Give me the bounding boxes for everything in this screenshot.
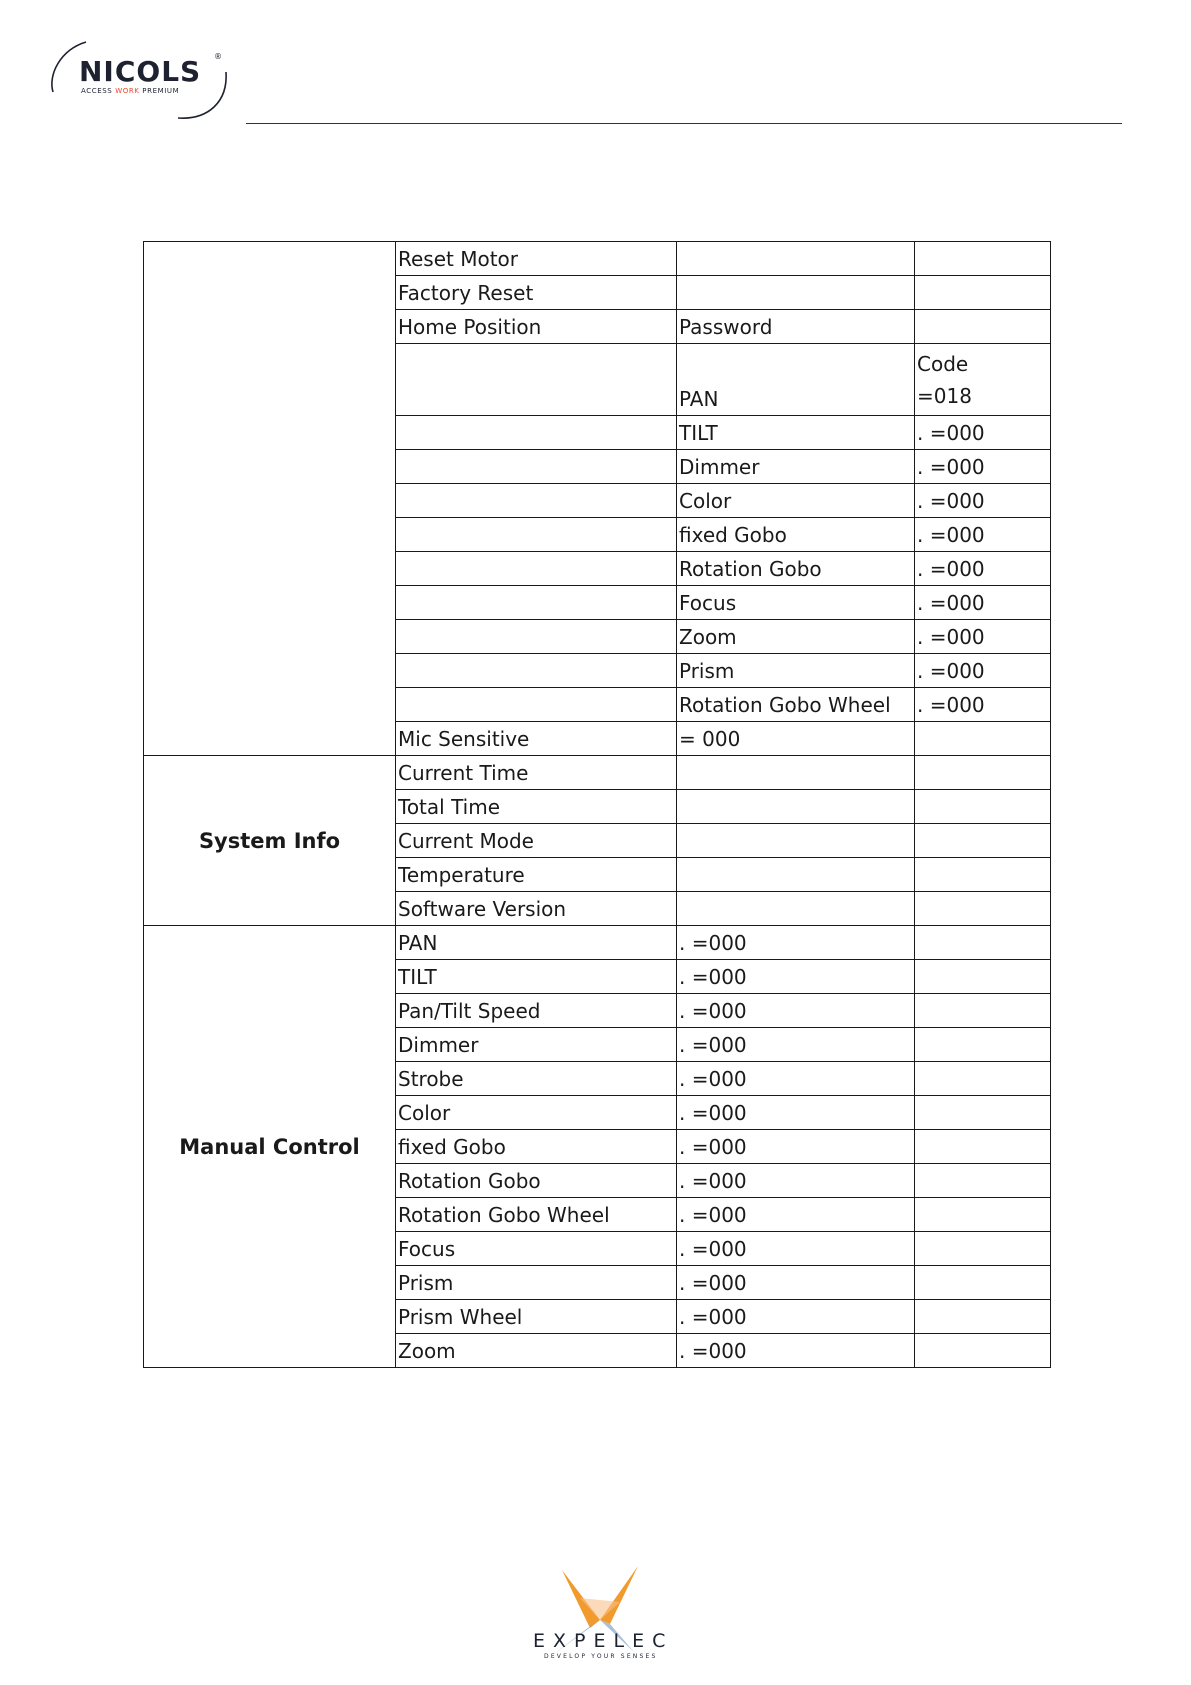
item-cell: Prism Wheel bbox=[396, 1300, 677, 1334]
item-cell: PAN bbox=[396, 926, 677, 960]
item-cell: Dimmer bbox=[396, 1028, 677, 1062]
extra-cell: . =000 bbox=[915, 518, 1051, 552]
item-cell: Strobe bbox=[396, 1062, 677, 1096]
extra-cell bbox=[915, 722, 1051, 756]
value-cell: . =000 bbox=[677, 960, 915, 994]
item-cell: Zoom bbox=[396, 1334, 677, 1368]
group-label-system-info: System Info bbox=[144, 756, 396, 926]
value-cell: = 000 bbox=[677, 722, 915, 756]
value-cell bbox=[677, 892, 915, 926]
item-cell: Software Version bbox=[396, 892, 677, 926]
extra-cell: . =000 bbox=[915, 450, 1051, 484]
item-cell: Current Mode bbox=[396, 824, 677, 858]
item-cell bbox=[396, 450, 677, 484]
extra-cell bbox=[915, 1300, 1051, 1334]
value-cell: . =000 bbox=[677, 1062, 915, 1096]
group-label-manual-control: Manual Control bbox=[144, 926, 396, 1368]
value-cell: . =000 bbox=[677, 1334, 915, 1368]
extra-cell bbox=[915, 756, 1051, 790]
extra-cell bbox=[915, 1164, 1051, 1198]
value-cell: Rotation Gobo Wheel bbox=[677, 688, 915, 722]
menu-structure-table bbox=[143, 241, 1051, 1368]
group-cell-blank bbox=[144, 242, 396, 756]
header-divider bbox=[246, 123, 1122, 124]
value-cell: . =000 bbox=[677, 1300, 915, 1334]
value-cell: fixed Gobo bbox=[677, 518, 915, 552]
extra-cell bbox=[915, 926, 1051, 960]
code-cell bbox=[915, 344, 1051, 416]
table-row bbox=[144, 242, 1051, 276]
extra-cell: . =000 bbox=[915, 654, 1051, 688]
extra-cell bbox=[915, 824, 1051, 858]
extra-cell bbox=[915, 1130, 1051, 1164]
extra-cell: . =000 bbox=[915, 586, 1051, 620]
table-row bbox=[144, 756, 1051, 790]
item-cell bbox=[396, 586, 677, 620]
extra-cell bbox=[915, 310, 1051, 344]
item-cell bbox=[396, 344, 677, 416]
extra-cell bbox=[915, 276, 1051, 310]
value-cell: . =000 bbox=[677, 1198, 915, 1232]
extra-cell: . =000 bbox=[915, 416, 1051, 450]
extra-cell bbox=[915, 1232, 1051, 1266]
expelec-logo-name: EXPELEC bbox=[533, 1630, 674, 1652]
value-cell: . =000 bbox=[677, 1164, 915, 1198]
value-cell: Prism bbox=[677, 654, 915, 688]
value-cell: . =000 bbox=[677, 1130, 915, 1164]
item-cell: Color bbox=[396, 1096, 677, 1130]
value-cell bbox=[677, 824, 915, 858]
item-cell: Reset Motor bbox=[396, 242, 677, 276]
value-cell: Focus bbox=[677, 586, 915, 620]
extra-cell: . =000 bbox=[915, 552, 1051, 586]
extra-cell bbox=[915, 1096, 1051, 1130]
value-cell: . =000 bbox=[677, 994, 915, 1028]
item-cell bbox=[396, 484, 677, 518]
extra-cell bbox=[915, 1266, 1051, 1300]
value-cell bbox=[677, 858, 915, 892]
value-cell: . =000 bbox=[677, 1266, 915, 1300]
item-cell: Home Position bbox=[396, 310, 677, 344]
extra-cell: . =000 bbox=[915, 484, 1051, 518]
registered-mark: ® bbox=[214, 52, 222, 61]
extra-cell bbox=[915, 1198, 1051, 1232]
value-cell bbox=[677, 756, 915, 790]
item-cell bbox=[396, 620, 677, 654]
page-header bbox=[0, 0, 1191, 140]
item-cell: Prism bbox=[396, 1266, 677, 1300]
item-cell bbox=[396, 518, 677, 552]
item-cell: Mic Sensitive bbox=[396, 722, 677, 756]
value-cell bbox=[677, 790, 915, 824]
value-cell: Color bbox=[677, 484, 915, 518]
item-cell: Temperature bbox=[396, 858, 677, 892]
value-cell: . =000 bbox=[677, 1096, 915, 1130]
item-cell: Total Time bbox=[396, 790, 677, 824]
value-cell: . =000 bbox=[677, 1232, 915, 1266]
expelec-tagline: DEVELOP YOUR SENSES bbox=[544, 1653, 658, 1660]
value-cell: TILT bbox=[677, 416, 915, 450]
item-cell: Factory Reset bbox=[396, 276, 677, 310]
extra-cell bbox=[915, 242, 1051, 276]
extra-cell bbox=[915, 858, 1051, 892]
nicols-tagline: ACCESS WORK PREMIUM bbox=[81, 87, 180, 95]
extra-cell: . =000 bbox=[915, 620, 1051, 654]
item-cell: TILT bbox=[396, 960, 677, 994]
extra-cell bbox=[915, 960, 1051, 994]
value-cell bbox=[677, 276, 915, 310]
value-cell: PAN bbox=[677, 344, 915, 416]
extra-cell: . =000 bbox=[915, 688, 1051, 722]
extra-cell bbox=[915, 1028, 1051, 1062]
item-cell: Rotation Gobo Wheel bbox=[396, 1198, 677, 1232]
value-cell bbox=[677, 242, 915, 276]
item-cell bbox=[396, 688, 677, 722]
item-cell bbox=[396, 552, 677, 586]
item-cell bbox=[396, 416, 677, 450]
extra-cell bbox=[915, 1062, 1051, 1096]
item-cell: fixed Gobo bbox=[396, 1130, 677, 1164]
code-label: Code bbox=[917, 351, 969, 376]
value-cell: . =000 bbox=[677, 1028, 915, 1062]
value-cell: Dimmer bbox=[677, 450, 915, 484]
extra-cell bbox=[915, 1334, 1051, 1368]
code-value: =018 bbox=[917, 383, 972, 408]
item-cell: Focus bbox=[396, 1232, 677, 1266]
value-cell: Password bbox=[677, 310, 915, 344]
nicols-logo-name: NICOLS bbox=[79, 55, 202, 88]
item-cell: Rotation Gobo bbox=[396, 1164, 677, 1198]
table-row bbox=[144, 926, 1051, 960]
item-cell bbox=[396, 654, 677, 688]
item-cell: Pan/Tilt Speed bbox=[396, 994, 677, 1028]
extra-cell bbox=[915, 892, 1051, 926]
extra-cell bbox=[915, 994, 1051, 1028]
item-cell: Current Time bbox=[396, 756, 677, 790]
value-cell: Zoom bbox=[677, 620, 915, 654]
extra-cell bbox=[915, 790, 1051, 824]
value-cell: Rotation Gobo bbox=[677, 552, 915, 586]
value-cell: . =000 bbox=[677, 926, 915, 960]
